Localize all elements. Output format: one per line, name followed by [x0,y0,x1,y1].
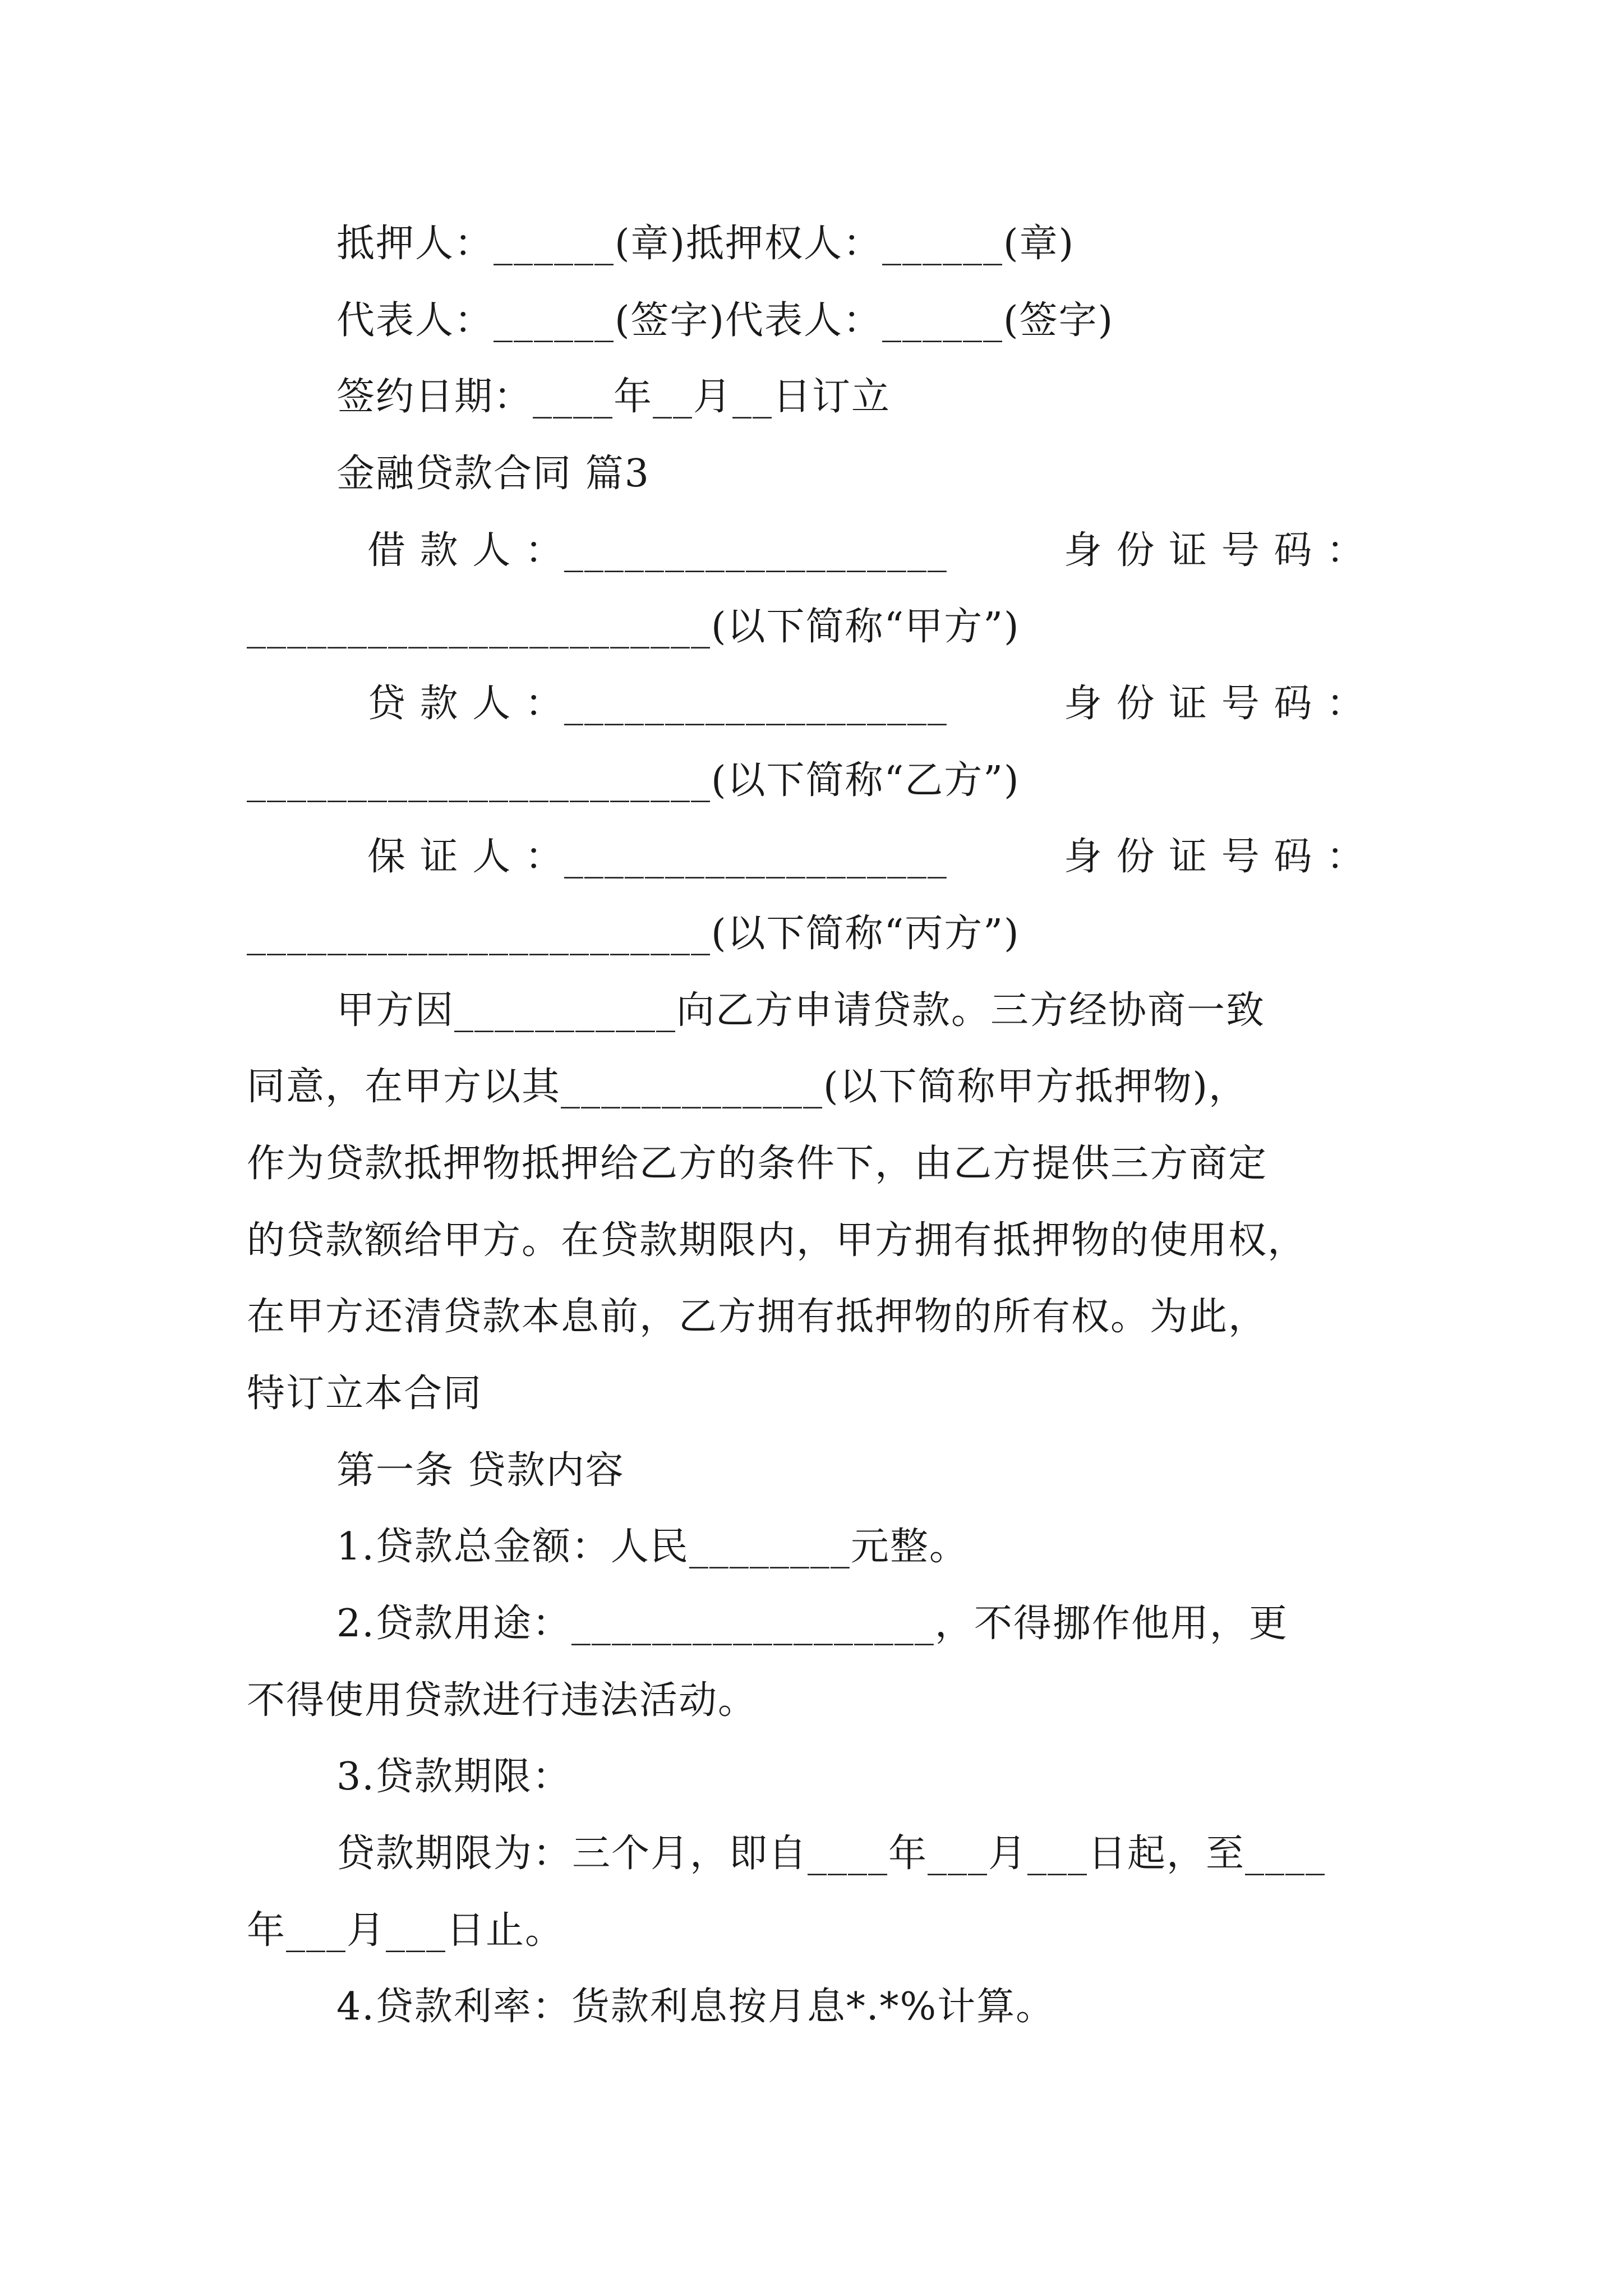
preamble-line-4: 的贷款额给甲方。在贷款期限内，甲方拥有抵押物的使用权， [247,1218,1307,1263]
borrower-label: 借 款 人 ：___________________ [367,528,948,573]
borrower-line [367,523,1366,579]
preamble-line-3: 作为贷款抵押物抵押给乙方的条件下，由乙方提供三方商定 [247,1142,1268,1186]
lender-line [367,676,1366,732]
item-2-continuation: 不得使用贷款进行违法活动。 [247,1678,758,1723]
lender-label: 贷 款 人 ：___________________ [367,682,948,726]
item-3-loan-term: 3.贷款期限： [336,1755,571,1799]
term-detail-line-2: 年___月___日止。 [247,1908,565,1953]
guarantor-line [367,829,1366,885]
item-2-loan-purpose: 2.贷款用途：__________________，不得挪作他用，更 [336,1602,1288,1646]
guarantor-id-label: 身 份 证 号 码 ： [1063,835,1366,879]
preamble-line-2: 同意，在甲方以其_____________(以下简称甲方抵押物)， [247,1065,1248,1109]
borrower-id-label: 身 份 证 号 码 ： [1063,528,1366,573]
term-detail-line-1: 贷款期限为：三个月，即自____年___月___日起，至____ [336,1832,1326,1876]
guarantor-label: 保 证 人 ：___________________ [367,835,948,879]
preamble-line-6: 特订立本合同 [247,1372,483,1416]
item-1-loan-amount: 1.贷款总金额：人民________元整。 [336,1525,969,1569]
preamble-line-5: 在甲方还清贷款本息前，乙方拥有抵押物的所有权。为此， [247,1295,1268,1339]
article-1-title: 第一条 贷款内容 [336,1448,625,1493]
lender-id-label: 身 份 证 号 码 ： [1063,682,1366,726]
lender-continuation: _______________________(以下简称“乙方”) [247,758,1020,803]
mortgagor-signature-line: 抵押人：______(章)抵押权人：______(章) [336,222,1075,266]
item-4-interest-rate: 4.贷款利率：货款利息按月息*.*%计算。 [336,1985,1055,2029]
guarantor-continuation: _______________________(以下简称“丙方”) [247,912,1020,956]
borrower-continuation: _______________________(以下简称“甲方”) [247,605,1020,649]
contract-title: 金融贷款合同 篇3 [336,452,650,496]
representative-signature-line: 代表人：______(签字)代表人：______(签字) [336,298,1114,343]
preamble-line-1: 甲方因___________向乙方申请贷款。三方经协商一致 [336,988,1266,1033]
signing-date-line: 签约日期：____年__月__日订立 [336,375,891,419]
